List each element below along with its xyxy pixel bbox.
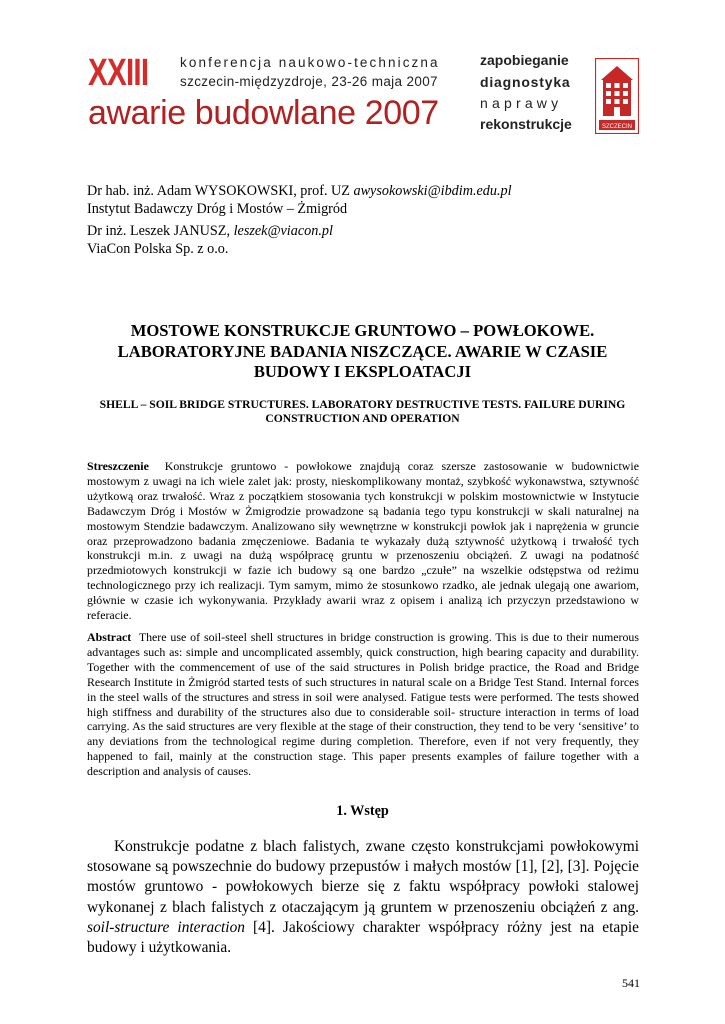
conference-logo [595,58,639,134]
paper-title-english: SHELL – SOIL BRIDGE STRUCTURES. LABORATORY DESTRUCTIVE TESTS. FAILURE DURING CONSTRUCTION AND OPERATION [99,398,626,425]
paragraph-text-end: [4]. Jakościowy charakter współpracy różny jest na etapie budowy i użytkowania. [87,918,639,957]
page-number: 541 [622,976,640,990]
logo-text: SZCZECIN [602,124,632,130]
conference-title: awarie budowlane 2007 [88,94,439,132]
abstract-polish-label: Streszczenie [87,459,149,473]
conference-line-2: szczecin-międzyzdroje, 23-26 maja 2007 [180,74,438,89]
author-1-affiliation: Instytut Badawczy Dróg i Mostów – Żmigród [87,200,348,217]
author-2-affiliation: ViaCon Polska Sp. z o.o. [87,240,229,257]
abstract-english-label: Abstract [87,630,132,644]
author-1-line [87,183,512,201]
paper-title-polish: MOSTOWE KONSTRUKCJE GRUNTOWO – POWŁOKOWE. LABORATORYJNE BADANIA NISZCZĄCE. AWARIE W CZASIE BUDOWY I EKSPLOATACJI [117,321,608,381]
author-block [87,183,512,258]
abstract-polish [87,459,639,623]
author-2-email[interactable]: leszek@viacon.pl [233,223,333,239]
conference-line-1: konferencja naukowo-techniczna [180,55,440,70]
abstract-english-text: There use of soil-steel shell structures in bridge construction is growing. This is due to their numerous advantages such as: simple and uncomplicated assembly, quick construction, high bearing capacity and durability. Together with the commencement of use of the said structures in Polish bridge practice, the Road and Bridge Research Institute in Żmigród started tests of such structures in natural scale on a Bridge Test Stand. Internal forces in the steel walls of the structures and stress in soil were analysed. Fatigue tests were performed. The tests showed high stiffness and durability of the structures also due to considerable soil- structure interaction in terms of load carrying. As the said structures are very flexible at the stage of their construction, they tend to be very ‘sensitive’ to any deviations from the technological regime during completion. Therefore, even if not very frequently, they happened to fail, mainly at the construction stage. This paper presents examples of failure together with a description and analysis of causes. [87,630,639,779]
section-heading: 1. Wstęp [336,803,389,819]
conference-header [88,52,678,144]
author-1-email[interactable]: awysokowski@ibdim.edu.pl [353,183,512,199]
keyword-1: zapobieganie [480,52,569,68]
keyword-2: diagnostyka [480,74,571,90]
building-logo-icon [595,58,639,134]
author-1-name: Dr hab. inż. Adam WYSOKOWSKI, prof. UZ [87,183,350,199]
paragraph-text-start: Konstrukcje podatne z blach falistych, zwane często konstrukcjami powłokowymi stosowane są powszechnie do budowy przepustów i małych mostów [1], [2], [3]. Pojęcie mostów gruntowo - powłokowych bierze się z faktu współpracy powłoki stalowej wykonanej z blach falistych z otaczającym ją gruntem w przenoszeniu obciążeń z ang. [87,838,639,916]
author-2-name: Dr inż. Leszek JANUSZ, [87,223,231,239]
paragraph-italic-term: soil-structure interaction [87,918,245,936]
keyword-4: rekonstrukcje [480,116,572,132]
abstract-english [87,630,639,779]
keyword-3: naprawy [480,95,563,111]
author-2-line [87,223,512,241]
section-paragraph [87,837,639,958]
abstract-polish-text: Konstrukcje gruntowo - powłokowe znajdują coraz szersze zastosowanie w budownictwie mostowym z uwagi na ich wiele zalet jak: prosty, nieskomplikowany montaż, szybkość wykonawstwa, sztywność użytkową oraz trwałość. Wraz z początkiem stosowania tych konstrukcji w polskim mostownictwie w Instytucie Badawczym Dróg i Mostów w Żmigrodzie prowadzone są badania tego typu konstrukcji w skali naturalnej na mostowym Stendzie badawczym. Analizowano siły wewnętrzne w konstrukcji powłok jak i naprężenia w gruncie oraz przeprowadzono badania zmęczeniowe. Badania te wykazały dużą sztywność użytkową i trwałość tych konstrukcji m.in. z uwagi na dużą współpracę gruntu w przenoszeniu obciążeń. Z uwagi na podatność przedmiotowych konstrukcji w fazie ich budowy są one bardzo „czułe” na wszelkie odstępstwa od reżimu technologicznego przy ich realizacji. Tym samym, mimo że stosunkowo rzadko, ale jednak ulegają one awariom, głównie w czasie ich wykonywania. Przykłady awarii wraz z opisem i analizą ich przyczyn przedstawiono w referacie. [87,459,639,623]
conference-number: XXIII [88,52,149,94]
